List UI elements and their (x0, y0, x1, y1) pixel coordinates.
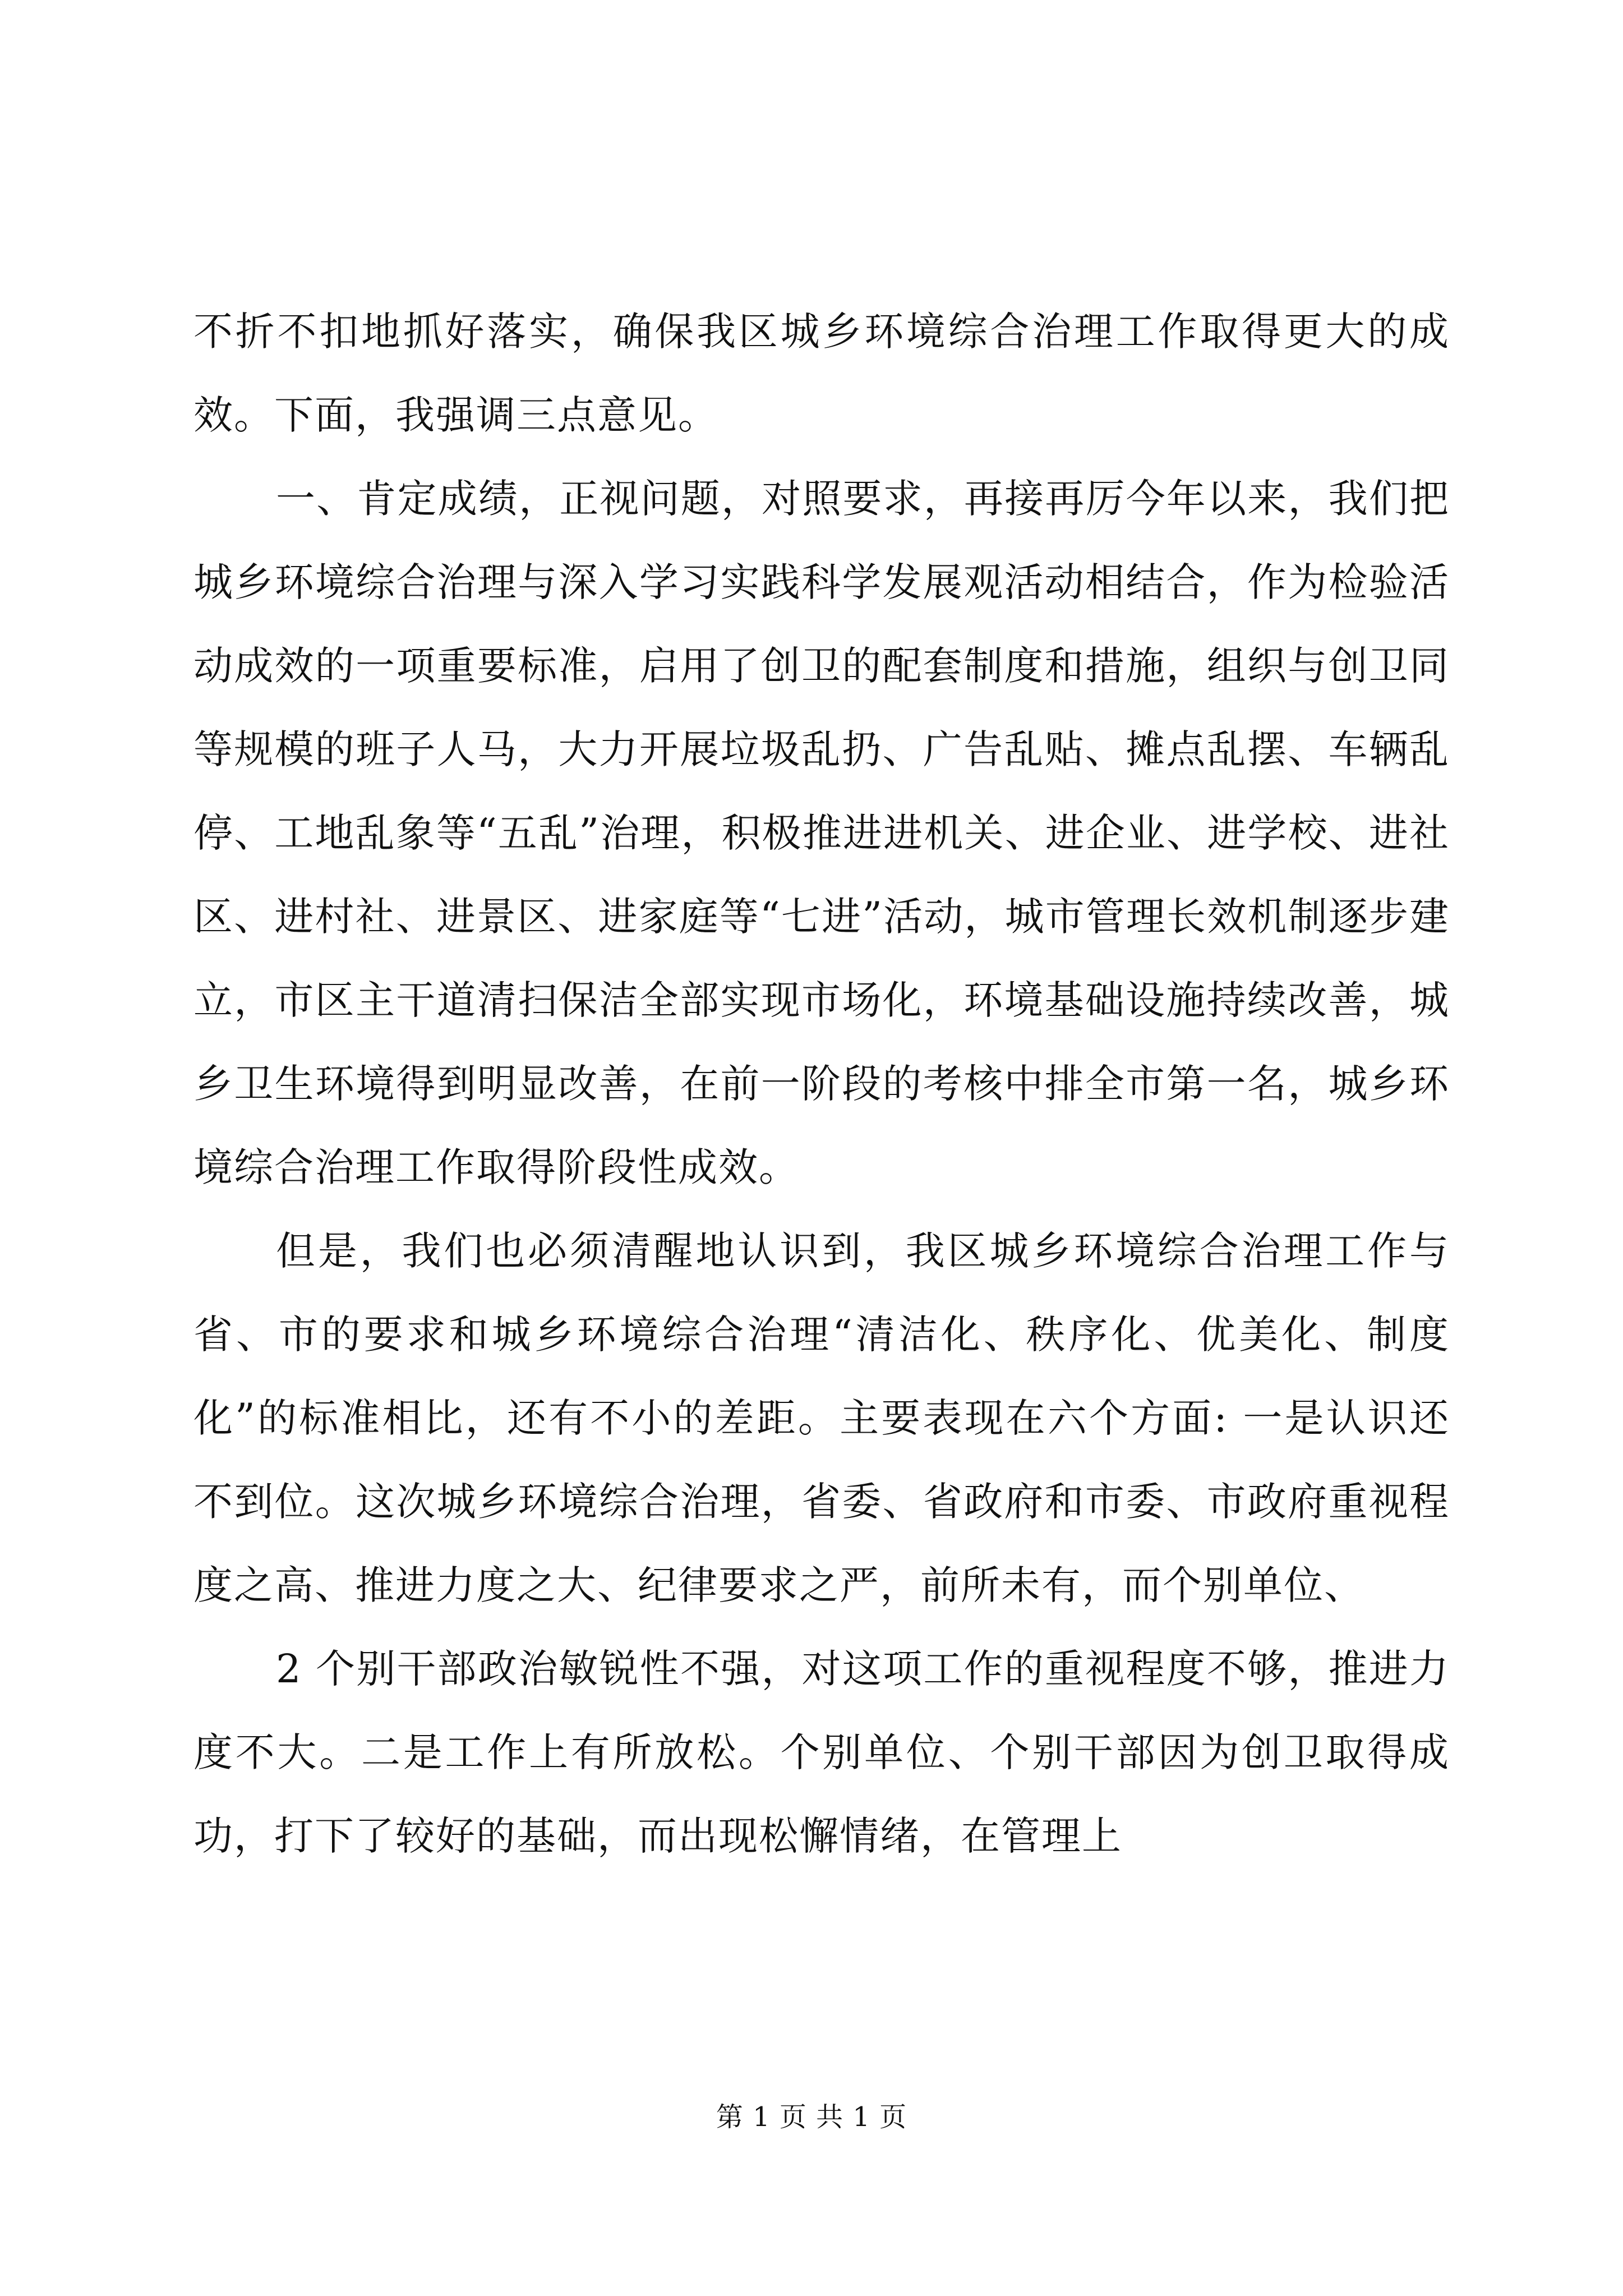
paragraph-4: 2 个别干部政治敏锐性不强，对这项工作的重视程度不够，推进力度不大。二是工作上有所放松。个别单位、个别干部因为创卫取得成功，打下了较好的基础，而出现松懈情绪，在管理上 (193, 1646, 1450, 1859)
paragraph-3: 但是，我们也必须清醒地认识到，我区城乡环境综合治理工作与省、市的要求和城乡环境综合治理“清洁化、秩序化、优美化、制度化”的标准相比，还有不小的差距。主要表现在六个方面: 一是认识还不到位。这次城乡环境综合治理，省委、省政府和市委、市政府重视程度之高、推进力度之大、纪律要求之严，前所未有，而个别单位、 (193, 1228, 1450, 1608)
page-footer: 第 1 页 共 1 页 (716, 2101, 907, 2133)
paragraph-2: 一、肯定成绩，正视问题，对照要求，再接再厉今年以来，我们把城乡环境综合治理与深入学习实践科学发展观活动相结合，作为检验活动成效的一项重要标准，启用了创卫的配套制度和措施，组织与创卫同等规模的班子人马，大力开展垃圾乱扔、广告乱贴、摊点乱摆、车辆乱停、工地乱象等“五乱”治理，积极推进进机关、进企业、进学校、进社区、进村社、进景区、进家庭等“七进”活动，城市管理长效机制逐步建立，市区主干道清扫保洁全部实现市场化，环境基础设施持续改善，城乡卫生环境得到明显改善，在前一阶段的考核中排全市第一名，城乡环境综合治理工作取得阶段性成效。 (193, 476, 1450, 1190)
body-text (193, 290, 1450, 1878)
paragraph-1: 不折不扣地抓好落实，确保我区城乡环境综合治理工作取得更大的成效。下面，我强调三点意见。 (193, 309, 1450, 438)
